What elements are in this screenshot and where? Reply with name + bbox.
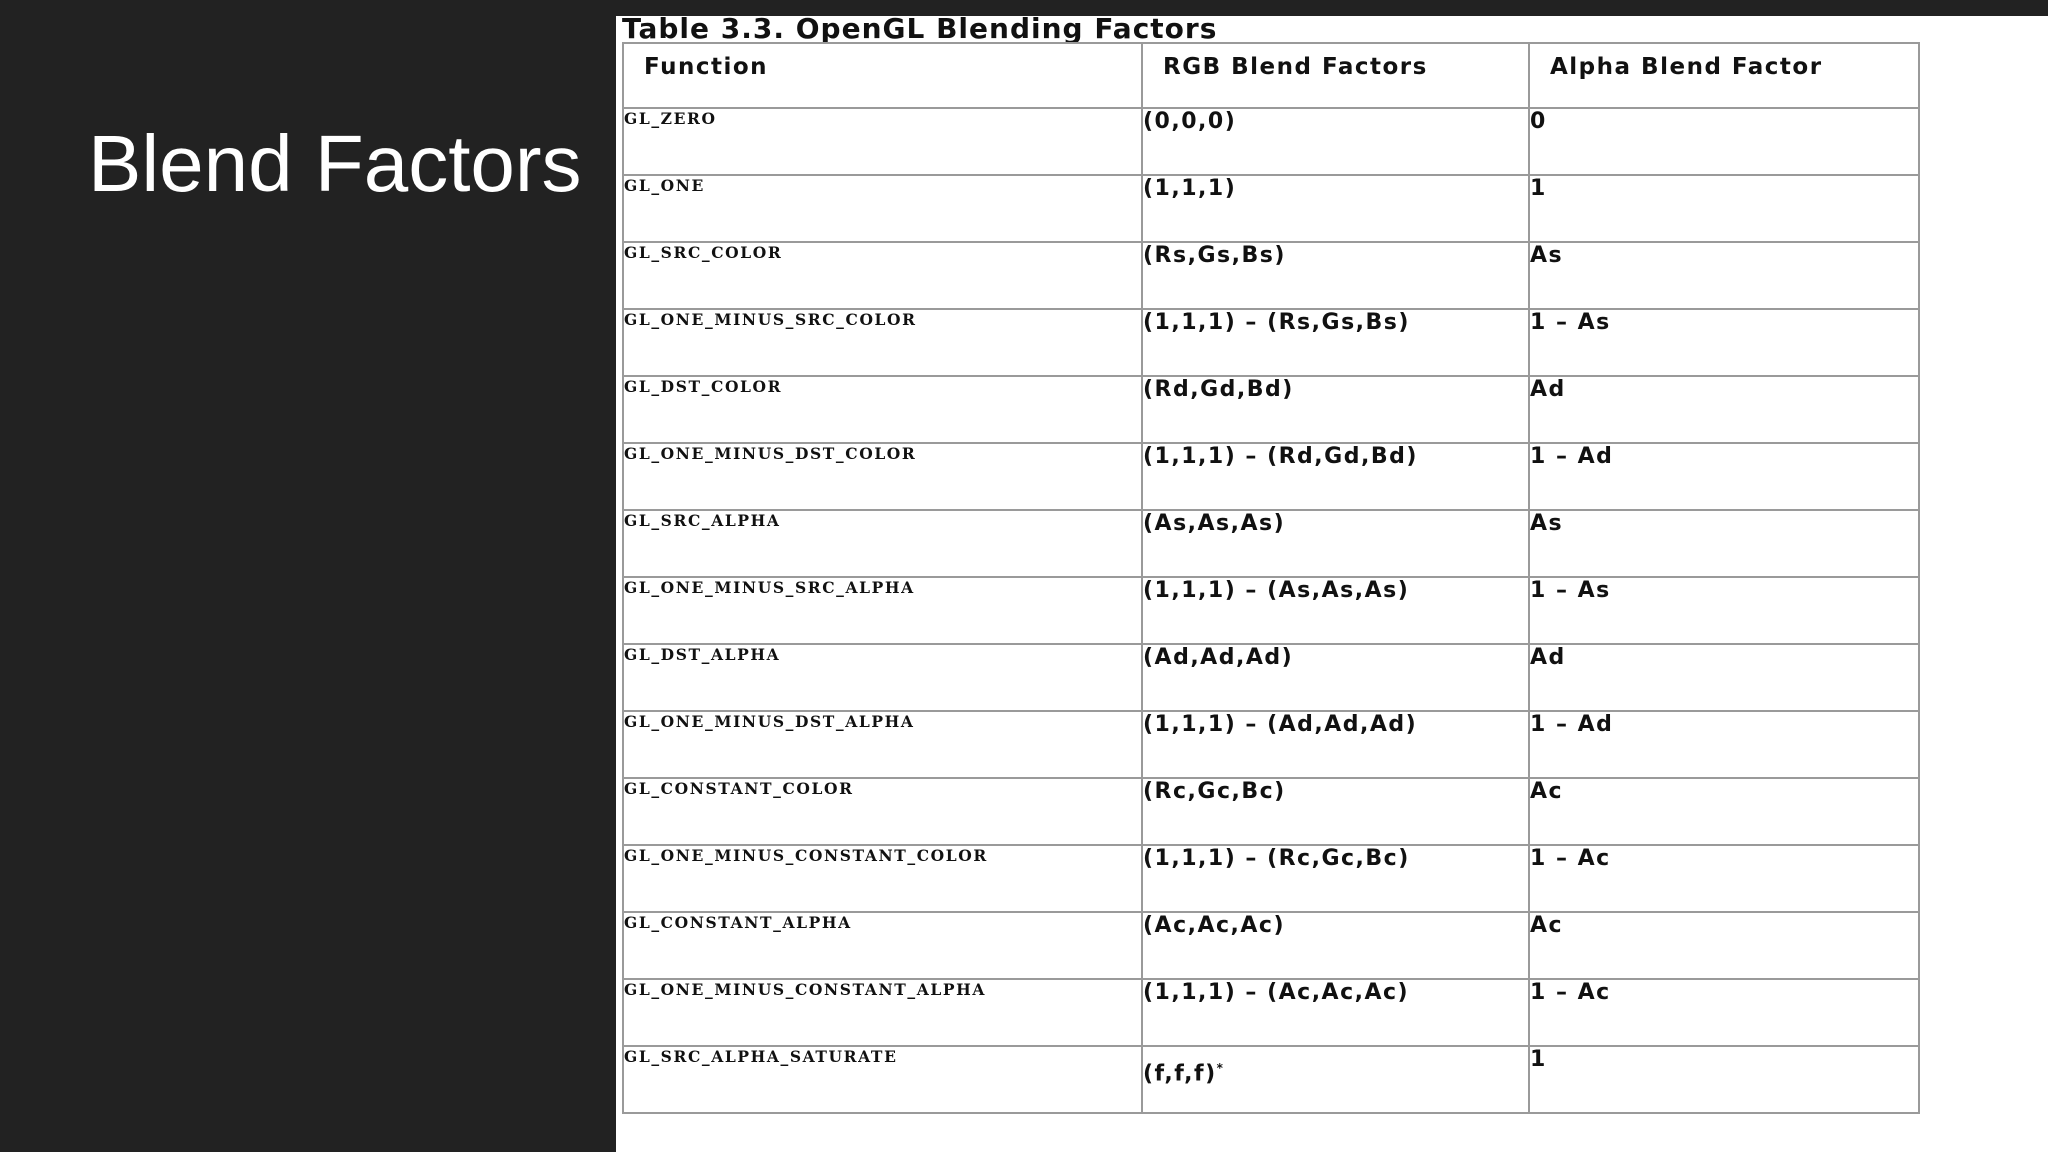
alpha-factor-cell: Ad	[1529, 644, 1919, 711]
alpha-factor-cell: 1 – As	[1529, 309, 1919, 376]
alpha-factor-cell: 1 – Ad	[1529, 711, 1919, 778]
table-row	[623, 979, 1919, 1046]
function-cell: GL_SRC_ALPHA	[623, 510, 1142, 577]
rgb-factor-text: (Rs,Gs,Bs)	[1143, 243, 1286, 268]
function-cell: GL_CONSTANT_ALPHA	[623, 912, 1142, 979]
rgb-factor-cell	[1142, 778, 1529, 845]
alpha-factor-cell: 1 – Ad	[1529, 443, 1919, 510]
table-row	[623, 1046, 1919, 1113]
function-cell: GL_DST_ALPHA	[623, 644, 1142, 711]
rgb-factor-text: (1,1,1) – (Rc,Gc,Bc)	[1143, 846, 1410, 871]
table-row	[623, 577, 1919, 644]
table-row	[623, 845, 1919, 912]
rgb-factor-cell	[1142, 979, 1529, 1046]
header-rgb: RGB Blend Factors	[1142, 43, 1529, 108]
blend-factors-table	[622, 42, 1920, 1114]
header-function: Function	[623, 43, 1142, 108]
table-row	[623, 443, 1919, 510]
table-header-row	[623, 43, 1919, 108]
table-row	[623, 778, 1919, 845]
rgb-factor-cell	[1142, 443, 1529, 510]
table-row	[623, 644, 1919, 711]
table-row	[623, 309, 1919, 376]
alpha-factor-cell: As	[1529, 242, 1919, 309]
rgb-factor-cell	[1142, 845, 1529, 912]
alpha-factor-cell: As	[1529, 510, 1919, 577]
table-row	[623, 510, 1919, 577]
rgb-factor-cell	[1142, 912, 1529, 979]
alpha-factor-cell: 1 – Ac	[1529, 979, 1919, 1046]
rgb-factor-cell	[1142, 175, 1529, 242]
function-cell: GL_SRC_COLOR	[623, 242, 1142, 309]
rgb-factor-text: (1,1,1) – (Ac,Ac,Ac)	[1143, 980, 1410, 1005]
function-cell: GL_ONE_MINUS_DST_COLOR	[623, 443, 1142, 510]
table-row	[623, 175, 1919, 242]
rgb-factor-text: (Ad,Ad,Ad)	[1143, 645, 1294, 670]
alpha-factor-cell: 1 – Ac	[1529, 845, 1919, 912]
rgb-factor-cell	[1142, 309, 1529, 376]
function-cell: GL_SRC_ALPHA_SATURATE	[623, 1046, 1142, 1113]
table-caption: Table 3.3. OpenGL Blending Factors	[622, 12, 1218, 45]
function-cell: GL_ONE_MINUS_DST_ALPHA	[623, 711, 1142, 778]
function-cell: GL_ONE_MINUS_CONSTANT_COLOR	[623, 845, 1142, 912]
rgb-factor-cell	[1142, 108, 1529, 175]
function-cell: GL_DST_COLOR	[623, 376, 1142, 443]
rgb-factor-text: (1,1,1) – (Ad,Ad,Ad)	[1143, 712, 1418, 737]
rgb-factor-cell	[1142, 242, 1529, 309]
table-row	[623, 108, 1919, 175]
alpha-factor-cell: 1 – As	[1529, 577, 1919, 644]
slide-title: Blend Factors	[88, 119, 582, 208]
alpha-factor-cell: 0	[1529, 108, 1919, 175]
rgb-factor-text: (Ac,Ac,Ac)	[1143, 913, 1286, 938]
rgb-factor-text: (1,1,1) – (Rd,Gd,Bd)	[1143, 444, 1418, 469]
function-cell: GL_ONE	[623, 175, 1142, 242]
function-cell: GL_ONE_MINUS_SRC_ALPHA	[623, 577, 1142, 644]
rgb-factor-text: (0,0,0)	[1143, 109, 1237, 134]
rgb-factor-cell	[1142, 644, 1529, 711]
function-cell: GL_ONE_MINUS_SRC_COLOR	[623, 309, 1142, 376]
alpha-factor-cell: Ac	[1529, 912, 1919, 979]
rgb-factor-text: (Rd,Gd,Bd)	[1143, 377, 1294, 402]
rgb-factor-cell	[1142, 577, 1529, 644]
alpha-factor-cell: Ad	[1529, 376, 1919, 443]
rgb-factor-text: (Rc,Gc,Bc)	[1143, 779, 1286, 804]
table-row	[623, 376, 1919, 443]
function-cell: GL_ZERO	[623, 108, 1142, 175]
rgb-factor-text: (1,1,1) – (Rs,Gs,Bs)	[1143, 310, 1410, 335]
table-row	[623, 242, 1919, 309]
alpha-factor-cell: 1	[1529, 1046, 1919, 1113]
rgb-factor-cell	[1142, 1046, 1529, 1113]
rgb-factor-text: (1,1,1) – (As,As,As)	[1143, 578, 1410, 603]
header-alpha: Alpha Blend Factor	[1529, 43, 1919, 108]
footnote-marker: *	[1216, 1061, 1225, 1075]
table-row	[623, 711, 1919, 778]
rgb-factor-text: (As,As,As)	[1143, 511, 1286, 536]
rgb-factor-cell	[1142, 711, 1529, 778]
rgb-factor-text: (1,1,1)	[1143, 176, 1237, 201]
function-cell: GL_ONE_MINUS_CONSTANT_ALPHA	[623, 979, 1142, 1046]
alpha-factor-cell: 1	[1529, 175, 1919, 242]
table-row	[623, 912, 1919, 979]
function-cell: GL_CONSTANT_COLOR	[623, 778, 1142, 845]
rgb-factor-cell	[1142, 510, 1529, 577]
rgb-factor-text: (f,f,f)	[1143, 1061, 1217, 1087]
rgb-factor-cell	[1142, 376, 1529, 443]
alpha-factor-cell: Ac	[1529, 778, 1919, 845]
